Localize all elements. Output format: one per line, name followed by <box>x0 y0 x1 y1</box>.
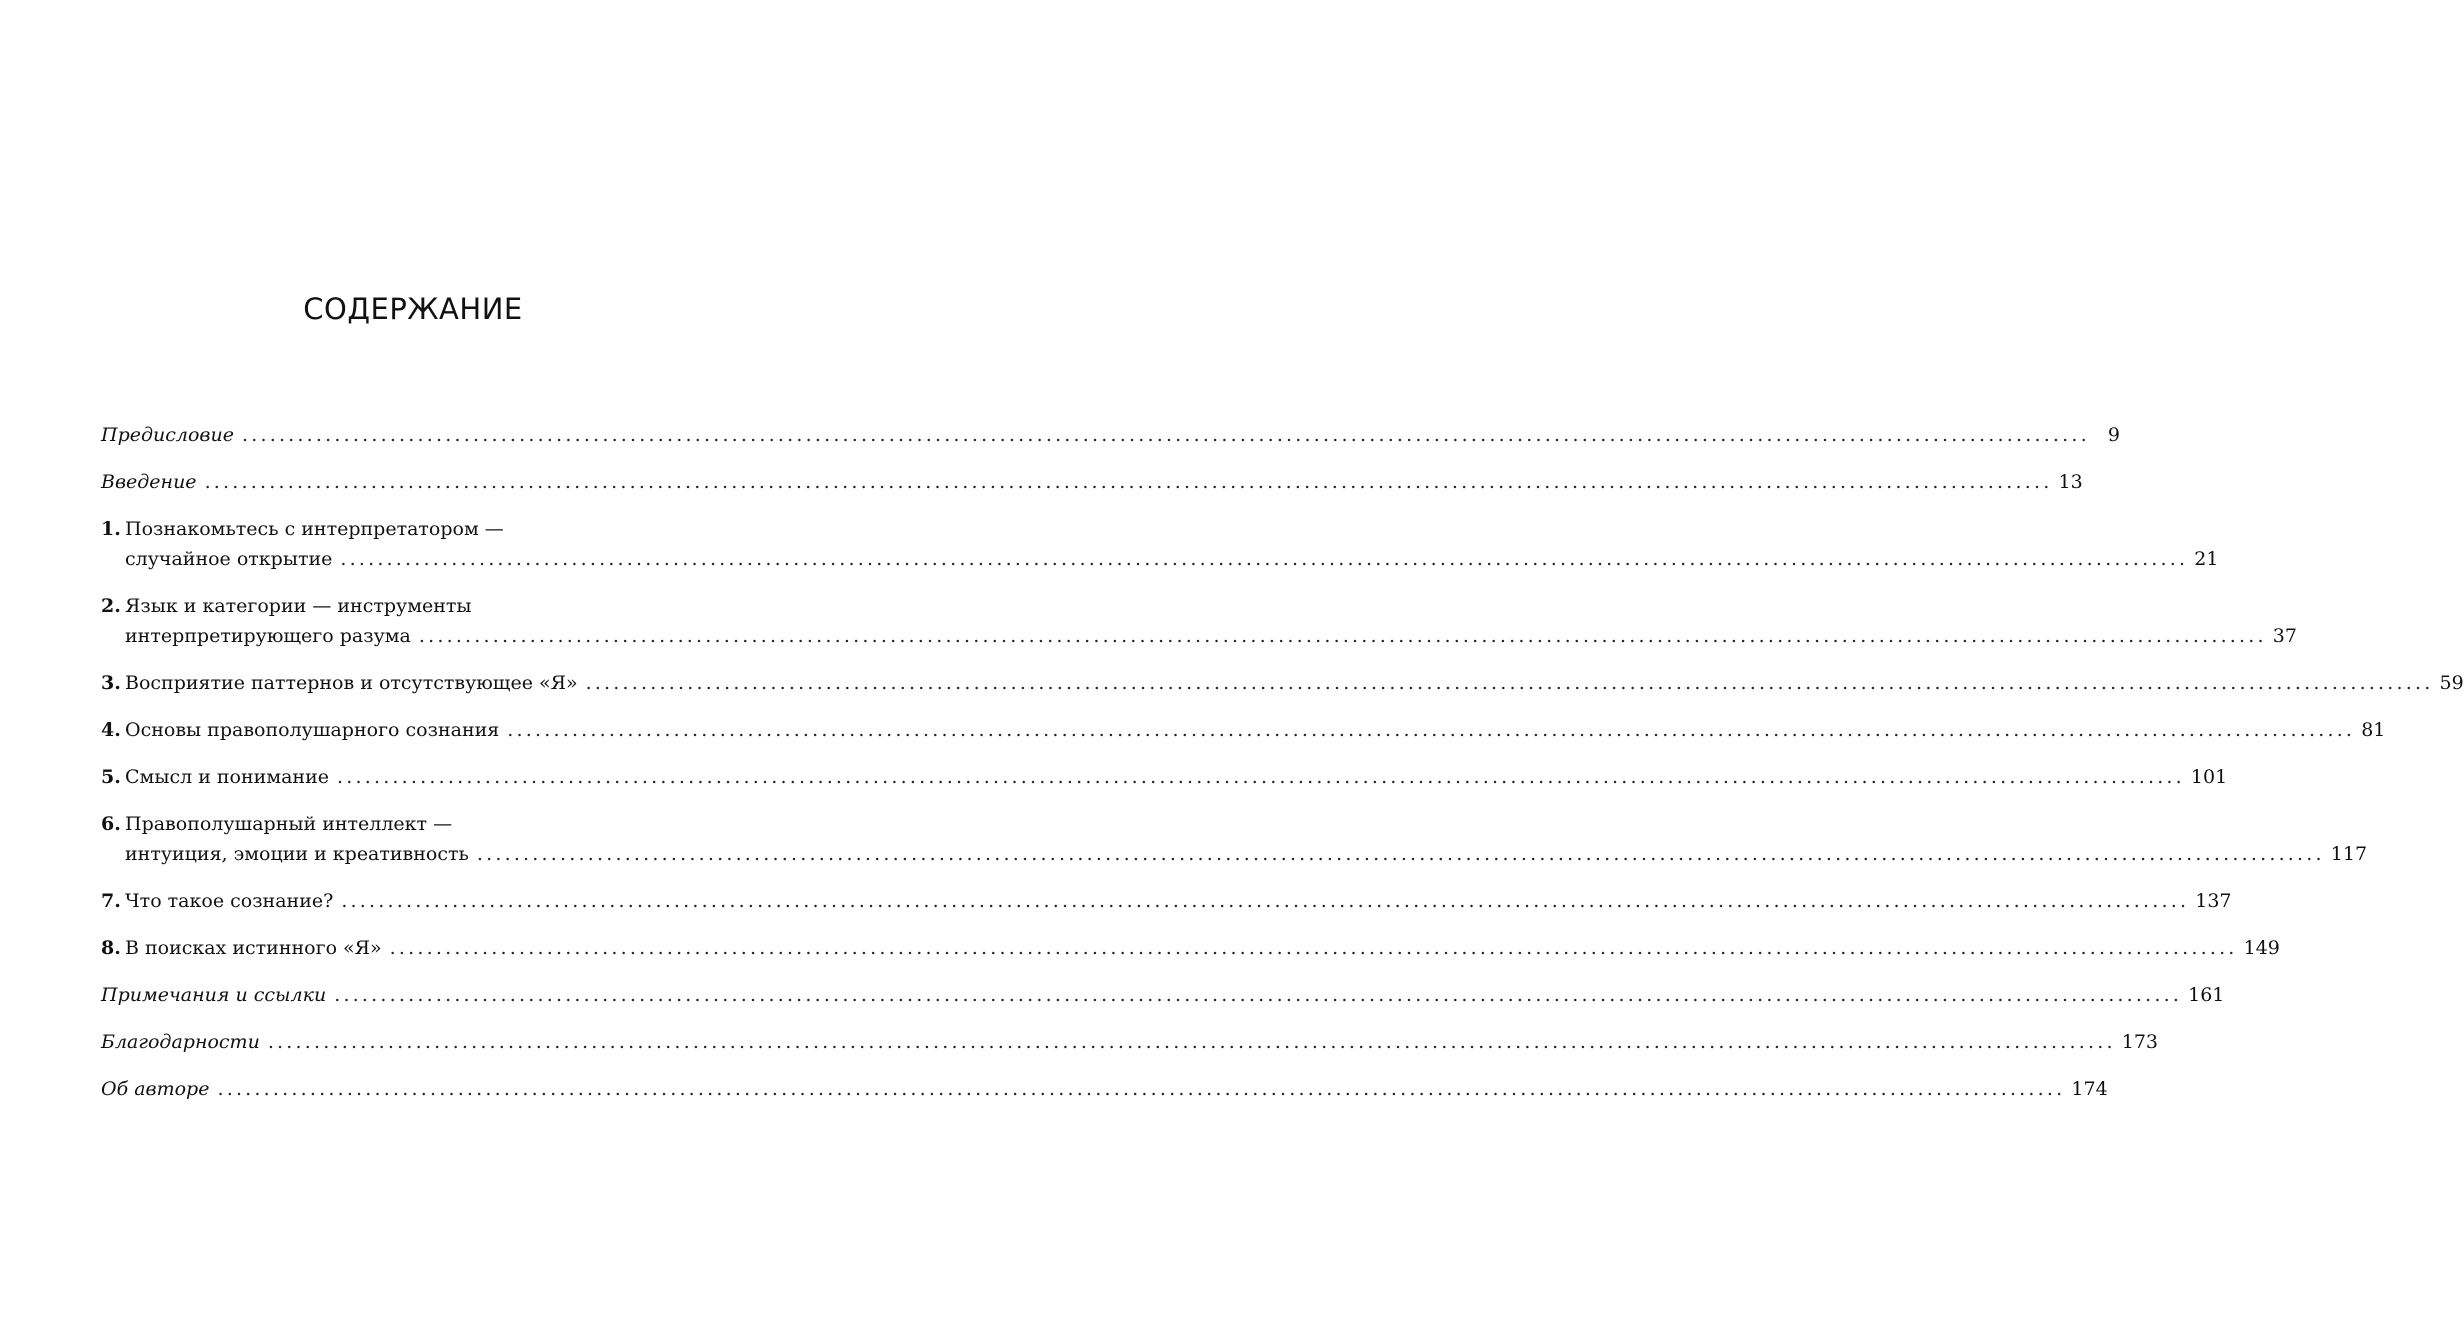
toc-entry-first-line <box>101 591 725 621</box>
toc-entry-title-line1: Язык и категории — инструменты <box>125 595 472 617</box>
toc-entry-line <box>101 420 2120 450</box>
toc-entry-title: Предисловие <box>101 424 234 446</box>
toc-entry-line <box>101 933 2280 963</box>
toc-entry-title: В поисках истинного «Я» <box>125 937 382 959</box>
toc-entry-page-number: 13 <box>2058 471 2083 493</box>
toc-entry-first-line <box>101 514 725 544</box>
toc-entry-title: Введение <box>101 471 197 493</box>
toc-entry-title: Что такое сознание? <box>125 890 334 912</box>
dot-leader: ........................................................................................................................................................................................................ <box>267 1031 2116 1053</box>
toc-entry[interactable] <box>101 1074 2108 1104</box>
toc-entry-first-line <box>101 809 725 839</box>
toc-entry-number: 5. <box>101 766 121 788</box>
toc-entry-line <box>101 980 2225 1010</box>
toc-entry-line <box>101 668 2464 698</box>
toc-entry[interactable] <box>101 1027 2158 1057</box>
toc-entry[interactable] <box>101 514 2219 574</box>
dot-leader: ........................................................................................................................................................................................................ <box>241 424 2090 446</box>
toc-entry-line <box>101 1027 2158 1057</box>
dot-leader: ........................................................................................................................................................................................................ <box>507 719 2356 741</box>
toc-entry-page-number: 81 <box>2361 719 2386 741</box>
toc-entry-page-number: 137 <box>2195 890 2232 912</box>
toc-entry-title-line1: Познакомьтесь с интерпретатором — <box>125 518 504 540</box>
dot-leader: ........................................................................................................................................................................................................ <box>341 890 2190 912</box>
toc-entry-number: 3. <box>101 672 121 694</box>
toc-entry-page-number: 59 <box>2439 672 2464 694</box>
toc-entry-page-number: 21 <box>2194 548 2219 570</box>
dot-leader: ........................................................................................................................................................................................................ <box>476 843 2325 865</box>
toc-entry[interactable] <box>101 420 2120 450</box>
toc-entry-line <box>101 886 2232 916</box>
dot-leader: ........................................................................................................................................................................................................ <box>217 1078 2066 1100</box>
toc-entry[interactable] <box>101 809 2368 869</box>
toc-entry-number: 7. <box>101 890 121 912</box>
toc-entry-line <box>101 1074 2108 1104</box>
toc-entry-line <box>101 762 2228 792</box>
toc-entry-page-number: 149 <box>2243 937 2280 959</box>
toc-entry-title: Благодарности <box>101 1031 260 1053</box>
toc-entry-number: 6. <box>101 813 121 835</box>
toc-entry-title: Основы правополушарного сознания <box>125 719 500 741</box>
toc-entry-page-number: 173 <box>2121 1031 2158 1053</box>
toc-entry-number: 1. <box>101 518 121 540</box>
toc-entry-page-number: 37 <box>2272 625 2297 647</box>
toc-entry-line <box>101 715 2386 745</box>
toc-entry-page-number: 9 <box>2107 424 2120 446</box>
toc-entry-title: Восприятие паттернов и отсутствующее «Я» <box>125 672 578 694</box>
toc-entry-page-number: 174 <box>2071 1078 2108 1100</box>
dot-leader: ........................................................................................................................................................................................................ <box>204 471 2053 493</box>
dot-leader: ........................................................................................................................................................................................................ <box>389 937 2238 959</box>
toc-entry[interactable] <box>101 467 2083 497</box>
toc-entry-title: Смысл и понимание <box>125 766 329 788</box>
toc-entry[interactable] <box>101 668 2464 698</box>
toc-entry[interactable] <box>101 591 2297 651</box>
toc-entry-line <box>101 467 2083 497</box>
toc-entry-page-number: 161 <box>2188 984 2225 1006</box>
table-of-contents <box>101 420 2464 1104</box>
toc-entry-page-number: 101 <box>2190 766 2228 788</box>
toc-entry-number: 8. <box>101 937 121 959</box>
toc-entry-title: случайное открытие <box>125 548 333 570</box>
toc-entry[interactable] <box>101 980 2225 1010</box>
dot-leader: ........................................................................................................................................................................................................ <box>418 625 2267 647</box>
toc-entry-title: Примечания и ссылки <box>101 984 327 1006</box>
toc-entry[interactable] <box>101 933 2280 963</box>
toc-entry-title: интуиция, эмоции и креативность <box>125 843 469 865</box>
toc-entry-line <box>101 839 2368 869</box>
dot-leader: ........................................................................................................................................................................................................ <box>340 548 2189 570</box>
toc-entry-title: Об авторе <box>101 1078 210 1100</box>
toc-entry[interactable] <box>101 715 2386 745</box>
toc-entry-line <box>101 621 2297 651</box>
dot-leader: ........................................................................................................................................................................................................ <box>585 672 2434 694</box>
toc-entry[interactable] <box>101 886 2232 916</box>
toc-entry-number: 2. <box>101 595 121 617</box>
toc-entry-title-line1: Правополушарный интеллект — <box>125 813 453 835</box>
toc-entry-title: интерпретирующего разума <box>125 625 411 647</box>
toc-entry-page-number: 117 <box>2330 843 2368 865</box>
dot-leader: ........................................................................................................................................................................................................ <box>334 984 2183 1006</box>
page-title: СОДЕРЖАНИЕ <box>303 292 523 326</box>
toc-entry-line <box>101 544 2219 574</box>
toc-entry-number: 4. <box>101 719 121 741</box>
dot-leader: ........................................................................................................................................................................................................ <box>337 766 2185 788</box>
toc-entry[interactable] <box>101 762 2228 792</box>
